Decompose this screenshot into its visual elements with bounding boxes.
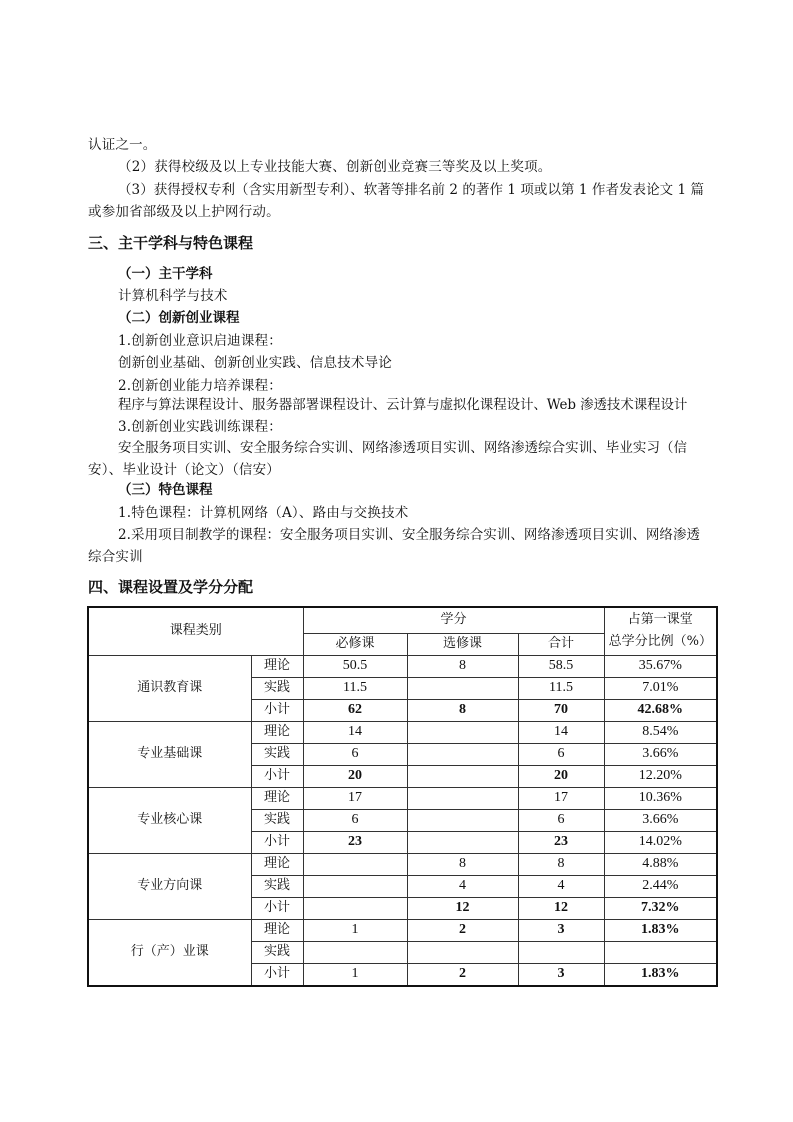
group-name: 专业核心课 [88, 787, 251, 853]
elective-credits: 2 [407, 963, 518, 986]
credit-ratio: 14.02% [604, 831, 717, 853]
main-discipline-text: 计算机科学与技术 [118, 288, 228, 304]
elective-credits [407, 809, 518, 831]
credit-ratio: 8.54% [604, 721, 717, 743]
requirement-item-3-cont: 或参加省部级及以上护网行动。 [88, 204, 280, 220]
required-credits [303, 875, 407, 897]
row-type: 实践 [251, 677, 303, 699]
innovation-item-1-label: 1.创新创业意识启迪课程： [118, 333, 282, 349]
row-type: 实践 [251, 941, 303, 963]
row-type: 小计 [251, 831, 303, 853]
row-type: 小计 [251, 765, 303, 787]
required-credits: 6 [303, 743, 407, 765]
credit-ratio [604, 941, 717, 963]
elective-credits: 8 [407, 853, 518, 875]
required-credits: 14 [303, 721, 407, 743]
credit-ratio: 3.66% [604, 743, 717, 765]
required-credits: 23 [303, 831, 407, 853]
required-credits [303, 941, 407, 963]
table-row [88, 919, 717, 941]
total-credits: 8 [518, 853, 604, 875]
featured-item-2: 2.采用项目制教学的课程：安全服务项目实训、安全服务综合实训、网络渗透项目实训、网络渗透 [118, 527, 701, 543]
credit-ratio: 2.44% [604, 875, 717, 897]
credit-ratio: 1.83% [604, 919, 717, 941]
header-required: 必修课 [303, 633, 407, 655]
table-row [88, 655, 717, 677]
table-row [88, 721, 717, 743]
credit-ratio: 12.20% [604, 765, 717, 787]
requirement-item-2: （2）获得校级及以上专业技能大赛、创新创业竞赛三等奖及以上奖项。 [118, 159, 552, 175]
total-credits: 6 [518, 809, 604, 831]
elective-credits [407, 765, 518, 787]
elective-credits: 12 [407, 897, 518, 919]
row-type: 实践 [251, 875, 303, 897]
row-type: 理论 [251, 721, 303, 743]
total-credits: 12 [518, 897, 604, 919]
innovation-item-2-text: 程序与算法课程设计、服务器部署课程设计、云计算与虚拟化课程设计、Web 渗透技术课程设计 [118, 397, 688, 413]
required-credits: 11.5 [303, 677, 407, 699]
row-type: 理论 [251, 655, 303, 677]
requirement-item-3: （3）获得授权专利（含实用新型专利）、软著等排名前 2 的著作 1 项或以第 1 作者发表论文 1 篇 [118, 182, 705, 198]
total-credits: 3 [518, 963, 604, 986]
elective-credits: 8 [407, 655, 518, 677]
header-total: 合计 [518, 633, 604, 655]
total-credits: 3 [518, 919, 604, 941]
group-name: 通识教育课 [88, 655, 251, 721]
total-credits: 14 [518, 721, 604, 743]
header-ratio [604, 607, 717, 655]
required-credits: 1 [303, 919, 407, 941]
credit-ratio: 3.66% [604, 809, 717, 831]
header-category: 课程类别 [88, 607, 303, 655]
header-ratio-line2: 总学分比例（%） [608, 634, 712, 650]
required-credits: 1 [303, 963, 407, 986]
credit-ratio: 7.32% [604, 897, 717, 919]
credit-distribution-table [87, 606, 718, 987]
credit-ratio: 4.88% [604, 853, 717, 875]
elective-credits [407, 941, 518, 963]
total-credits: 6 [518, 743, 604, 765]
innovation-item-3-text: 安全服务项目实训、安全服务综合实训、网络渗透项目实训、网络渗透综合实训、毕业实习（信 [118, 440, 688, 456]
credit-ratio: 42.68% [604, 699, 717, 721]
elective-credits [407, 721, 518, 743]
credit-ratio: 10.36% [604, 787, 717, 809]
total-credits: 70 [518, 699, 604, 721]
total-credits: 23 [518, 831, 604, 853]
total-credits: 17 [518, 787, 604, 809]
total-credits: 11.5 [518, 677, 604, 699]
header-credits: 学分 [303, 607, 604, 633]
innovation-item-3-label: 3.创新创业实践训练课程： [118, 419, 282, 435]
required-credits: 6 [303, 809, 407, 831]
elective-credits: 2 [407, 919, 518, 941]
paragraph-continuation: 认证之一。 [88, 137, 157, 153]
row-type: 实践 [251, 809, 303, 831]
group-name: 行（产）业课 [88, 919, 251, 986]
total-credits: 4 [518, 875, 604, 897]
elective-credits: 8 [407, 699, 518, 721]
required-credits: 62 [303, 699, 407, 721]
required-credits [303, 897, 407, 919]
row-type: 实践 [251, 743, 303, 765]
credit-ratio: 35.67% [604, 655, 717, 677]
section-4-heading: 四、课程设置及学分分配 [88, 578, 254, 596]
innovation-item-1-text: 创新创业基础、创新创业实践、信息技术导论 [118, 355, 392, 371]
row-type: 理论 [251, 787, 303, 809]
credit-ratio: 1.83% [604, 963, 717, 986]
header-ratio-line1: 占第一课堂 [627, 612, 693, 628]
required-credits: 17 [303, 787, 407, 809]
innovation-item-2-label: 2.创新创业能力培养课程： [118, 378, 282, 394]
elective-credits [407, 743, 518, 765]
table-row [88, 787, 717, 809]
table-row [88, 853, 717, 875]
row-type: 理论 [251, 853, 303, 875]
elective-credits [407, 831, 518, 853]
row-type: 小计 [251, 963, 303, 986]
row-type: 理论 [251, 919, 303, 941]
required-credits [303, 853, 407, 875]
group-name: 专业方向课 [88, 853, 251, 919]
elective-credits [407, 787, 518, 809]
credit-ratio: 7.01% [604, 677, 717, 699]
subsection-featured-heading: （三）特色课程 [118, 482, 213, 498]
featured-item-2-cont: 综合实训 [88, 549, 143, 565]
header-elective: 选修课 [407, 633, 518, 655]
total-credits: 58.5 [518, 655, 604, 677]
total-credits: 20 [518, 765, 604, 787]
section-3-heading: 三、主干学科与特色课程 [88, 234, 254, 252]
innovation-item-3-text-cont: 安）、毕业设计（论文）（信安） [88, 462, 280, 478]
subsection-innovation-heading: （二）创新创业课程 [118, 310, 240, 326]
subsection-main-discipline-heading: （一）主干学科 [118, 266, 213, 282]
row-type: 小计 [251, 699, 303, 721]
elective-credits: 4 [407, 875, 518, 897]
row-type: 小计 [251, 897, 303, 919]
group-name: 专业基础课 [88, 721, 251, 787]
required-credits: 50.5 [303, 655, 407, 677]
required-credits: 20 [303, 765, 407, 787]
elective-credits [407, 677, 518, 699]
featured-item-1: 1.特色课程：计算机网络（A）、路由与交换技术 [118, 505, 409, 521]
total-credits [518, 941, 604, 963]
